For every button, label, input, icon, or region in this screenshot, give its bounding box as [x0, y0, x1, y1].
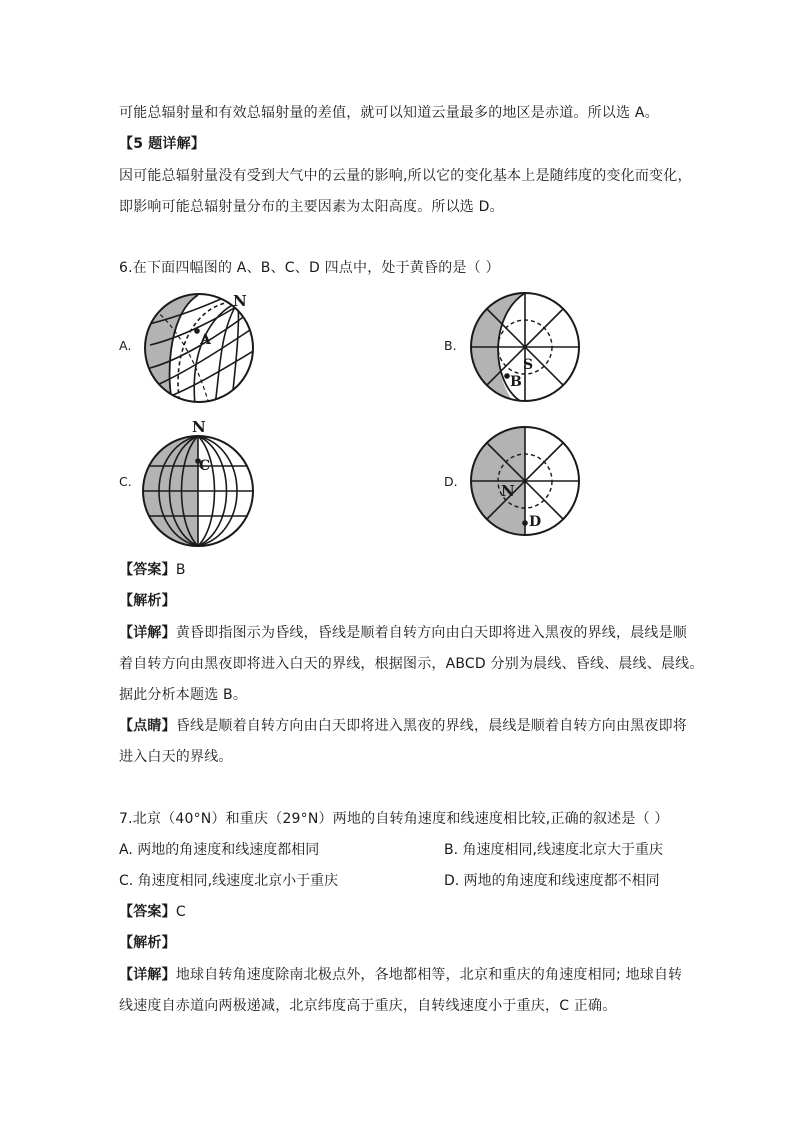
detail-line: 线速度自赤道向两极递减，北京纬度高于重庆，自转线速度小于重庆，C 正确。: [119, 998, 617, 1014]
tip-line: 进入白天的界线。: [119, 749, 233, 765]
tip-line: [119, 716, 687, 736]
analysis-tag: 【解析】: [119, 935, 176, 951]
analysis-tag: 【解析】: [119, 593, 176, 609]
pole-label: N: [233, 292, 247, 310]
choice-c: C. 角速度相同,线速度北京小于重庆: [119, 873, 339, 889]
point-c-label: C: [199, 458, 211, 474]
choice-a: A. 两地的角速度和线速度都相同: [119, 842, 320, 858]
option-a-label: A.: [119, 338, 132, 353]
answer-line: [119, 560, 186, 580]
pole-label: S: [523, 357, 534, 373]
figure-a-globe: [140, 290, 260, 410]
figure-c-globe: [140, 418, 260, 550]
text-line: 可能总辐射量和有效总辐射量的差值，就可以知道云量最多的地区是赤道。所以选 A。: [119, 105, 659, 121]
option-c-label: C.: [119, 474, 132, 489]
detail-line: [119, 965, 682, 985]
detail-text: 黄昏即指图示为昏线，昏线是顺着自转方向由白天即将进入黑夜的界线，晨线是顺: [175, 625, 688, 641]
detail-line: 据此分析本题选 B。: [119, 687, 248, 703]
option-d-label: D.: [444, 474, 458, 489]
tip-text: 昏线是顺着自转方向由白天即将进入黑夜的界线，晨线是顺着自转方向由黑夜即将: [175, 718, 688, 734]
answer-value: B: [175, 562, 186, 578]
pole-label: N: [192, 418, 206, 436]
subsection-heading: 【5 题详解】: [119, 136, 206, 152]
choice-d: D. 两地的角速度和线速度都不相同: [444, 873, 660, 889]
question-7-stem: 7.北京（40°N）和重庆（29°N）两地的自转角速度和线速度相比较,正确的叙述是（ ）: [119, 811, 669, 827]
tip-tag: 【点睛】: [119, 718, 176, 734]
figure-b-polar: [465, 290, 585, 410]
detail-line: [119, 623, 687, 643]
text-line: 因可能总辐射量没有受到大气中的云量的影响,所以它的变化基本上是随纬度的变化而变化，: [119, 168, 692, 184]
option-b-label: B.: [444, 338, 457, 353]
point-b-label: B: [510, 374, 522, 390]
choice-b: B. 角速度相同,线速度北京大于重庆: [444, 842, 663, 858]
point-d-label: D: [529, 514, 542, 530]
figure-d-polar: [465, 426, 585, 538]
detail-line: 着自转方向由黑夜即将进入白天的界线，根据图示，ABCD 分别为晨线、昏线、晨线、晨线。: [119, 656, 704, 672]
answer-tag: 【答案】: [119, 562, 176, 578]
answer-tag: 【答案】: [119, 904, 176, 920]
pole-label: N: [501, 482, 515, 500]
detail-text: 地球自转角速度除南北极点外，各地都相等，北京和重庆的角速度相同; 地球自转: [175, 967, 683, 983]
answer-value: C: [175, 904, 186, 920]
question-6-stem: 6.在下面四幅图的 A、B、C、D 四点中，处于黄昏的是（ ）: [119, 260, 500, 276]
text-line: 即影响可能总辐射量分布的主要因素为太阳高度。所以选 D。: [119, 199, 504, 215]
answer-line: [119, 902, 186, 922]
detail-tag: 【详解】: [119, 625, 176, 641]
point-a-label: A: [200, 332, 211, 348]
detail-tag: 【详解】: [119, 967, 176, 983]
